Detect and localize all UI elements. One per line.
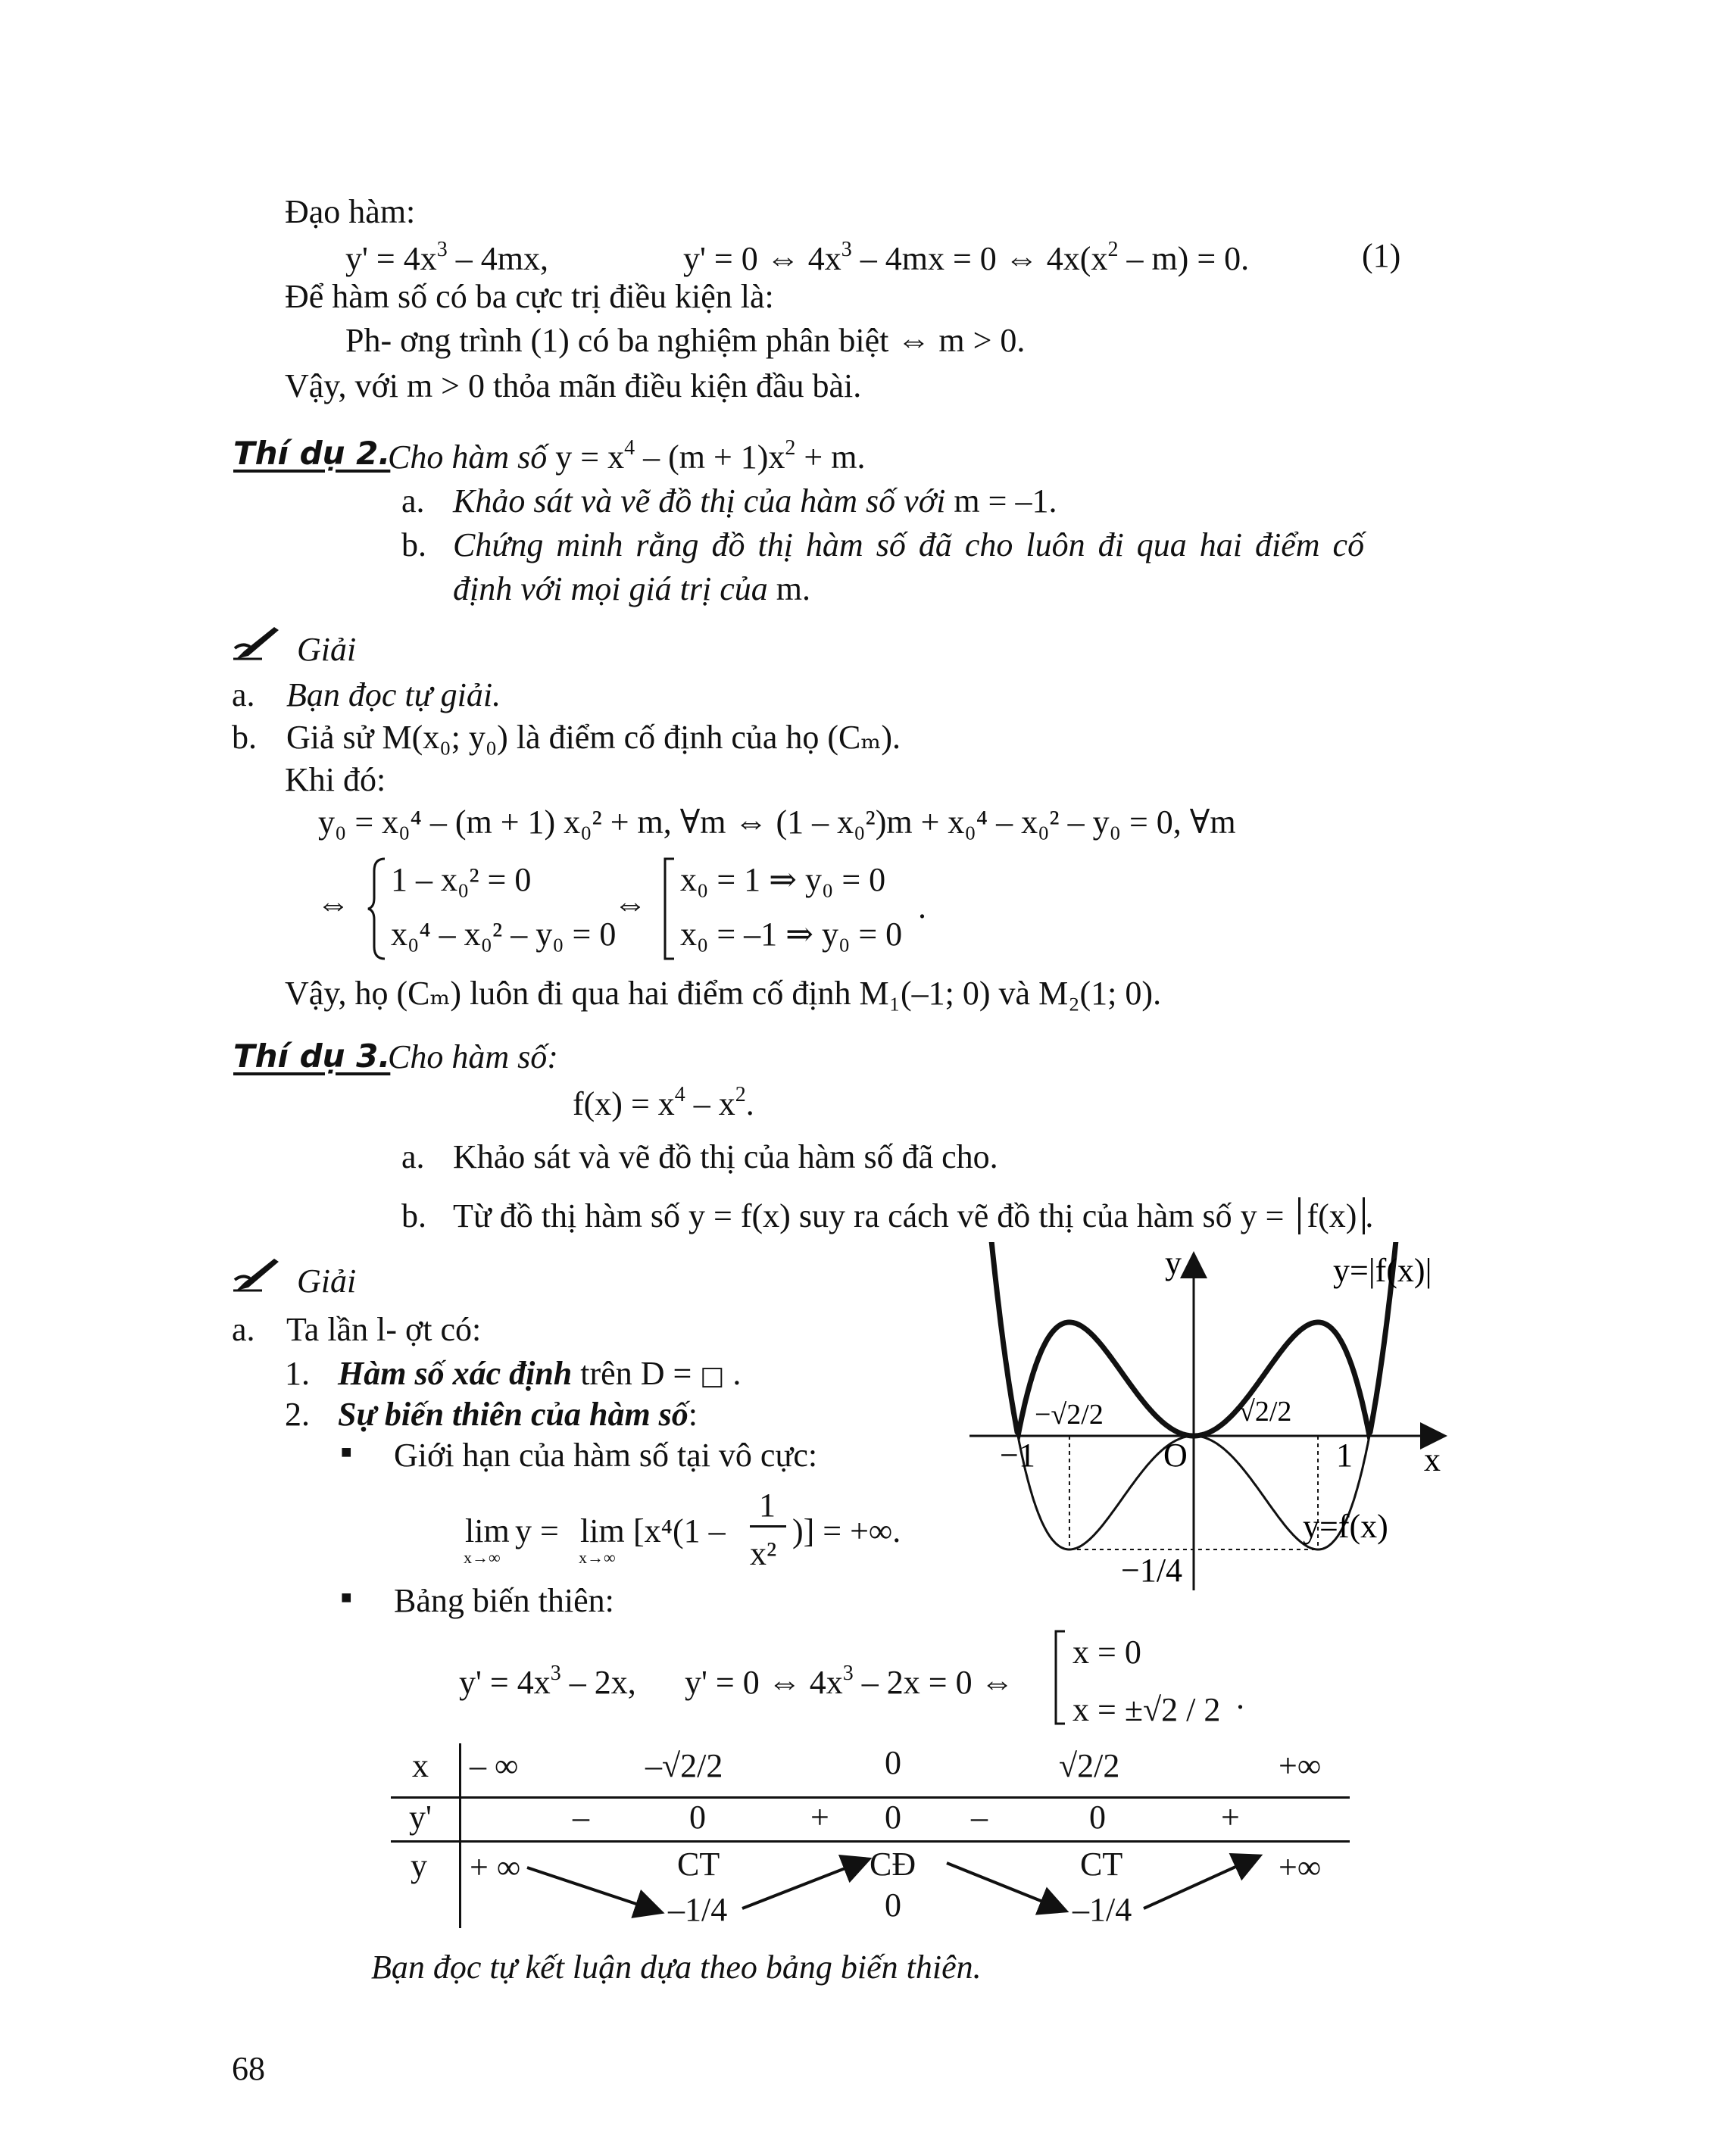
decrease-arrow-2	[947, 1863, 1063, 1910]
pencil-writing-icon-2	[232, 1257, 285, 1297]
table-rule-1	[391, 1796, 1350, 1799]
solution-3-a-text: Ta lần l- ợt có:	[286, 1311, 482, 1348]
example-2-label: Thí dụ 2.	[233, 435, 391, 472]
table-yprime-value: 0	[885, 1799, 901, 1836]
table-x-value: 0	[885, 1744, 901, 1781]
table-yprime-value: 0	[689, 1799, 706, 1836]
tick-label-sqrt2-half: √2/2	[1239, 1396, 1292, 1428]
table-x-value: √2/2	[1059, 1747, 1120, 1784]
yprime-roots-equation: y' = 0 ⇔ $4x^3 - 2x = 0$ ⇔	[685, 1662, 1014, 1701]
limit-fraction-denominator: x²	[750, 1535, 777, 1572]
origin-label: O	[1163, 1437, 1188, 1474]
table-yprime-value: +	[1221, 1799, 1240, 1836]
increase-arrow-2	[1144, 1857, 1257, 1908]
limit-y: y =	[515, 1512, 559, 1549]
limit-expression: [x⁴(1 –	[633, 1512, 726, 1549]
x-axis-label: x	[1424, 1441, 1441, 1478]
y-axis-label: y	[1165, 1244, 1182, 1281]
table-rule-2	[391, 1840, 1350, 1843]
item-2-text: Sự biến thiên của hàm số:	[338, 1396, 698, 1433]
limit-word-1: lim	[465, 1512, 510, 1549]
solution-2-heading: Giải	[297, 631, 357, 668]
item-2-number: 2.	[285, 1396, 310, 1433]
derivative-label: Đạo hàm:	[285, 193, 416, 230]
solution-3-a-letter: a.	[232, 1311, 255, 1348]
tick-label-minus-one: −1	[1000, 1437, 1035, 1474]
equivalence-symbol-2: ⇔	[614, 885, 647, 922]
table-x-value: +∞	[1279, 1747, 1322, 1784]
example-2-statement: Cho hàm số $y = x^4 - (m + 1)x^2 + m$.	[388, 436, 866, 476]
system-2-line-2: x₀ = –1 ⇒ y₀ = 0	[680, 916, 903, 953]
bullet-2-icon: ■	[341, 1588, 352, 1608]
example-3-function: $f(x) = x^4 - x^2$.	[573, 1083, 754, 1122]
conclusion-1: Vậy, với m > 0 thỏa mãn điều kiện đầu bài.	[285, 367, 862, 404]
root-2: x = ±√2 / 2	[1073, 1691, 1221, 1728]
table-y-value: + ∞	[470, 1849, 521, 1886]
example-3-intro: Cho hàm số:	[388, 1038, 558, 1075]
min-value-label: −1/4	[1121, 1552, 1183, 1589]
tick-label-one: 1	[1336, 1437, 1353, 1474]
table-yprime-label: y'	[409, 1799, 432, 1836]
bullet-1-text: Giới hạn của hàm số tại vô cực:	[394, 1437, 818, 1474]
fixed-point-equation: y₀ = x₀⁴ – (m + 1) x₀² + m, ∀m ⇔ (1 – x₀²)m + x₀⁴ – x₀² – y₀ = 0, ∀m	[318, 804, 1236, 841]
limit-under-1: x→∞	[464, 1548, 501, 1567]
solution-2-b-text: Giả sử M(x₀; y₀) là điểm cố định của họ (Cₘ).	[286, 719, 901, 756]
derivative-equation: $y' = 4x^3 - 4mx$,	[345, 238, 548, 277]
example-3-part-b: Từ đồ thị hàm số y = f(x) suy ra cách vẽ đồ thị của hàm số y = f(x) .	[453, 1197, 1374, 1234]
increase-arrow-1	[742, 1860, 866, 1908]
decrease-arrow-1	[527, 1868, 659, 1911]
example-3-part-b-letter: b.	[401, 1197, 426, 1234]
limit-word-2: lim	[580, 1512, 625, 1549]
derivative-roots-equation: y' = 0 ⇔ $4x^3 - 4mx = 0$ ⇔ $4x(x^2 - m) = 0$.	[683, 238, 1250, 277]
item-1-number: 1.	[285, 1355, 310, 1392]
item-1-text: Hàm số xác định trên D = □ .	[338, 1355, 742, 1392]
root-1: x = 0	[1073, 1634, 1141, 1671]
solution-2-a-letter: a.	[232, 676, 255, 713]
bullet-2-text: Bảng biến thiên:	[394, 1582, 614, 1619]
example-3-part-a: Khảo sát và vẽ đồ thị của hàm số đã cho.	[453, 1138, 998, 1175]
system-1-line-2: x₀⁴ – x₀² – y₀ = 0	[391, 916, 617, 953]
limit-fraction-numerator: 1	[759, 1487, 776, 1524]
table-y-value: –1/4	[1073, 1891, 1132, 1928]
function-graph	[962, 1242, 1462, 1598]
example-2-part-b: Chứng minh rằng đồ thị hàm số đã cho luôn đi qua hai điểm cố	[453, 526, 1365, 563]
table-y-value: CĐ	[870, 1846, 916, 1883]
limit-fraction-bar	[750, 1525, 786, 1528]
table-yprime-value: 0	[1089, 1799, 1106, 1836]
equivalence-symbol-1: ⇔	[317, 885, 350, 922]
example-2-part-b-cont: định với mọi giá trị của m.	[453, 570, 811, 607]
condition-intro: Để hàm số có ba cực trị điều kiện là:	[285, 278, 774, 315]
page-number: 68	[232, 2050, 265, 2087]
system-1-line-1: 1 – x₀² = 0	[391, 861, 532, 898]
union-bracket	[662, 856, 677, 962]
limit-under-2: x→∞	[579, 1548, 616, 1567]
roots-period: .	[1236, 1679, 1244, 1716]
example-3-label: Thí dụ 3.	[233, 1038, 391, 1075]
table-y-value: +∞	[1279, 1849, 1322, 1886]
example-3-part-a-letter: a.	[401, 1138, 425, 1175]
example-2-part-a-letter: a.	[401, 482, 425, 520]
abs-curve-label: y=|f(x)|	[1333, 1252, 1432, 1289]
table-yprime-value: +	[810, 1799, 829, 1836]
table-x-value: –√2/2	[645, 1747, 723, 1784]
solution-2-when: Khi đó:	[285, 761, 386, 798]
pencil-writing-icon	[232, 626, 285, 666]
f-curve-label: y=f(x)	[1303, 1508, 1388, 1545]
limit-result: )] = +∞.	[792, 1512, 901, 1549]
solution-2-a-text: Bạn đọc tự giải.	[286, 676, 501, 713]
solution-3-heading: Giải	[297, 1262, 357, 1300]
bullet-1-icon: ■	[341, 1443, 352, 1462]
solution-2-b-letter: b.	[232, 719, 257, 756]
table-y-value: –1/4	[668, 1891, 728, 1928]
system-brace	[367, 856, 388, 962]
roots-bracket	[1053, 1628, 1068, 1727]
table-y-label: y	[411, 1847, 427, 1884]
table-y-value: CT	[1080, 1846, 1123, 1883]
solution-2-conclusion: Vậy, họ (Cₘ) luôn đi qua hai điểm cố định M₁(–1; 0) và M₂(1; 0).	[285, 975, 1162, 1012]
system-2-line-1: x₀ = 1 ⇒ y₀ = 0	[680, 861, 886, 898]
tick-label-minus-sqrt2-half: −√2/2	[1035, 1399, 1104, 1431]
table-y-value: 0	[885, 1886, 901, 1924]
table-yprime-value: –	[573, 1799, 589, 1836]
table-x-label: x	[412, 1747, 429, 1784]
equation-number: (1)	[1362, 237, 1401, 274]
table-vertical-rule	[459, 1743, 461, 1928]
closing-sentence: Bạn đọc tự kết luận dựa theo bảng biến thiên.	[371, 1949, 982, 1986]
system-period: .	[918, 888, 926, 925]
yprime-equation: $y' = 4x^3 - 2x$,	[459, 1662, 636, 1701]
example-2-part-b-letter: b.	[401, 526, 426, 563]
condition-line: Ph- ơng trình (1) có ba nghiệm phân biệt ⇔ m > 0.	[345, 322, 1026, 359]
table-yprime-value: –	[971, 1799, 988, 1836]
table-x-value: – ∞	[470, 1747, 519, 1784]
table-y-value: CT	[677, 1846, 720, 1883]
example-2-part-a: Khảo sát và vẽ đồ thị của hàm số với m = –1.	[453, 482, 1057, 520]
